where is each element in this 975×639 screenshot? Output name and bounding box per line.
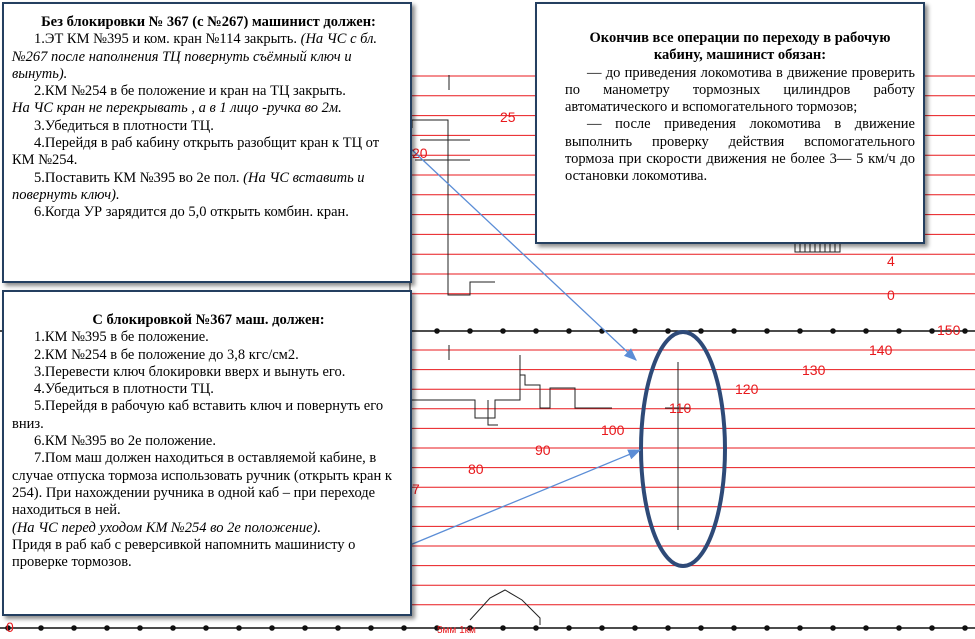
no-lock-procedure-box <box>2 2 412 283</box>
tape-dot <box>732 329 736 333</box>
tape-dot <box>765 626 769 630</box>
with-lock-item-7-note-line <box>12 520 405 537</box>
finish-para-2: — после приведения локомотива в движение выполнить проверку действия вспомогательного тормоза при скорости движения не более 3— 5 км/ч до остановки локомотива. <box>565 116 915 185</box>
tape-dot <box>303 626 307 630</box>
scale-label-140: 140 <box>869 342 893 358</box>
no-lock-item-4: 4.Перейдя в раб кабину открыть разобщит кран к ТЦ от КМ №254. <box>12 135 380 169</box>
no-lock-item-5 <box>12 170 405 205</box>
no-lock-item-2-note-line <box>12 100 405 117</box>
tape-dot <box>534 626 538 630</box>
tape-dot <box>864 626 868 630</box>
with-lock-item-2: 2.КМ №254 в бе положение до 3,8 кгс/см2. <box>34 346 299 363</box>
no-lock-title: Без блокировки № 367 (с №267) машинист должен: <box>41 14 376 30</box>
scale-label-150: 150 <box>937 322 961 338</box>
tape-dot <box>204 626 208 630</box>
tape-dot <box>831 626 835 630</box>
tape-dot <box>105 626 109 630</box>
with-lock-procedure-box <box>2 290 412 616</box>
with-lock-item-7: 7.Пом маш должен находиться в оставляемой кабине, в случае отпуска тормоза использовать ручник (открыть кран к 254). При нахождении ручника в одной каб – при переходе находиться в ней. <box>12 450 392 519</box>
tape-dot <box>369 626 373 630</box>
tape-dot <box>666 626 670 630</box>
tape-dot <box>897 626 901 630</box>
no-lock-item-6: 6.Когда УР зарядится до 5,0 открыть комбин. кран. <box>34 204 349 221</box>
tape-dot <box>600 626 604 630</box>
tape-dot <box>567 329 571 333</box>
tape-dot <box>336 626 340 630</box>
with-lock-item-7-tail: Придя в раб каб с реверсивкой напомнить машинисту о проверке тормозов. <box>12 536 356 571</box>
tape-dot <box>897 329 901 333</box>
tape-dot <box>501 626 505 630</box>
with-lock-item-6: 6.КМ №395 во 2е положение. <box>34 433 216 450</box>
scale-label-100: 100 <box>601 422 625 438</box>
highlight-ellipse <box>641 332 725 566</box>
scale-label-70-partial: 7 <box>412 481 420 497</box>
tape-dot <box>930 626 934 630</box>
with-lock-title: С блокировкой №367 маш. должен: <box>92 312 325 328</box>
tape-dot <box>666 329 670 333</box>
no-lock-item-1-note: (На ЧС с бл. №267 после наполнения ТЦ повернуть съёмный ключ и вынуть). <box>12 31 378 82</box>
tape-dot <box>699 626 703 630</box>
no-lock-item-5-text: 5.Поставить КМ №395 во 2е пол. <box>34 169 240 186</box>
tape-dot <box>435 329 439 333</box>
tape-dot <box>171 626 175 630</box>
scale-label-110: 110 <box>669 400 692 416</box>
tape-dot <box>864 329 868 333</box>
tape-dot <box>732 626 736 630</box>
tape-dot <box>402 626 406 630</box>
scale-label-130: 130 <box>802 362 826 378</box>
tape-dot <box>930 329 934 333</box>
finish-transition-box <box>535 2 925 244</box>
tape-dot <box>831 329 835 333</box>
scale-label-0: 0 <box>887 287 895 303</box>
tape-dot <box>963 626 967 630</box>
scale-label-25: 25 <box>500 109 516 125</box>
tape-dot <box>633 329 637 333</box>
arrow-to-ellipse-middle <box>410 450 640 545</box>
no-lock-item-1 <box>12 31 405 83</box>
finish-title: Окончив все операции по переходу в рабочую кабину, машинист обязан: <box>589 30 891 64</box>
speed-scale-marks: 5мм 1км <box>437 625 476 636</box>
no-lock-item-2-text: 2.КМ №254 в бе положение и кран на ТЦ закрыть. <box>34 83 346 100</box>
no-lock-item-5-note: (На ЧС вставить и повернуть ключ). <box>12 169 365 203</box>
no-lock-item-2-note: На ЧС кран не перекрывать , а в 1 лицо -ручка во 2м. <box>12 100 342 117</box>
scale-label-90: 90 <box>535 442 551 458</box>
tape-dot <box>633 626 637 630</box>
tape-dot <box>765 329 769 333</box>
scale-label-4: 4 <box>887 253 895 269</box>
tape-dot <box>72 626 76 630</box>
tape-dot <box>237 626 241 630</box>
tape-dot <box>39 626 43 630</box>
tape-dot <box>138 626 142 630</box>
with-lock-item-3: 3.Перевести ключ блокировки вверх и вынуть его. <box>34 363 346 380</box>
scale-label-80: 80 <box>468 461 484 477</box>
tape-dot <box>534 329 538 333</box>
tape-dot <box>501 329 505 333</box>
tape-dot <box>963 329 967 333</box>
with-lock-item-7-note: (На ЧС перед уходом КМ №254 во 2е положение). <box>12 519 321 536</box>
speed-trace <box>412 355 690 625</box>
finish-para-1: — до приведения локомотива в движение проверить по манометру тормозных цилиндров работу автоматического и вспомогательного тормозов; <box>565 64 915 116</box>
tape-dot <box>567 626 571 630</box>
tape-dot <box>798 329 802 333</box>
with-lock-item-1: 1.КМ №395 в бе положение. <box>34 329 209 346</box>
tape-dot <box>270 626 274 630</box>
tape-dot <box>468 329 472 333</box>
with-lock-item-4: 4.Убедиться в плотности ТЦ. <box>34 381 214 398</box>
scale-label-0-bottom: 0 <box>6 619 14 635</box>
no-lock-item-1-text: 1.ЭТ КМ №395 и ком. кран №114 закрыть. <box>34 31 297 48</box>
no-lock-item-2 <box>12 83 405 100</box>
scale-label-120: 120 <box>735 381 759 397</box>
with-lock-item-5: 5.Перейдя в рабочую каб вставить ключ и повернуть его вниз. <box>12 398 384 432</box>
no-lock-item-3: 3.Убедиться в плотности ТЦ. <box>34 117 214 134</box>
scale-label-20: 20 <box>412 145 428 161</box>
tape-dot <box>798 626 802 630</box>
tape-dot <box>699 329 703 333</box>
